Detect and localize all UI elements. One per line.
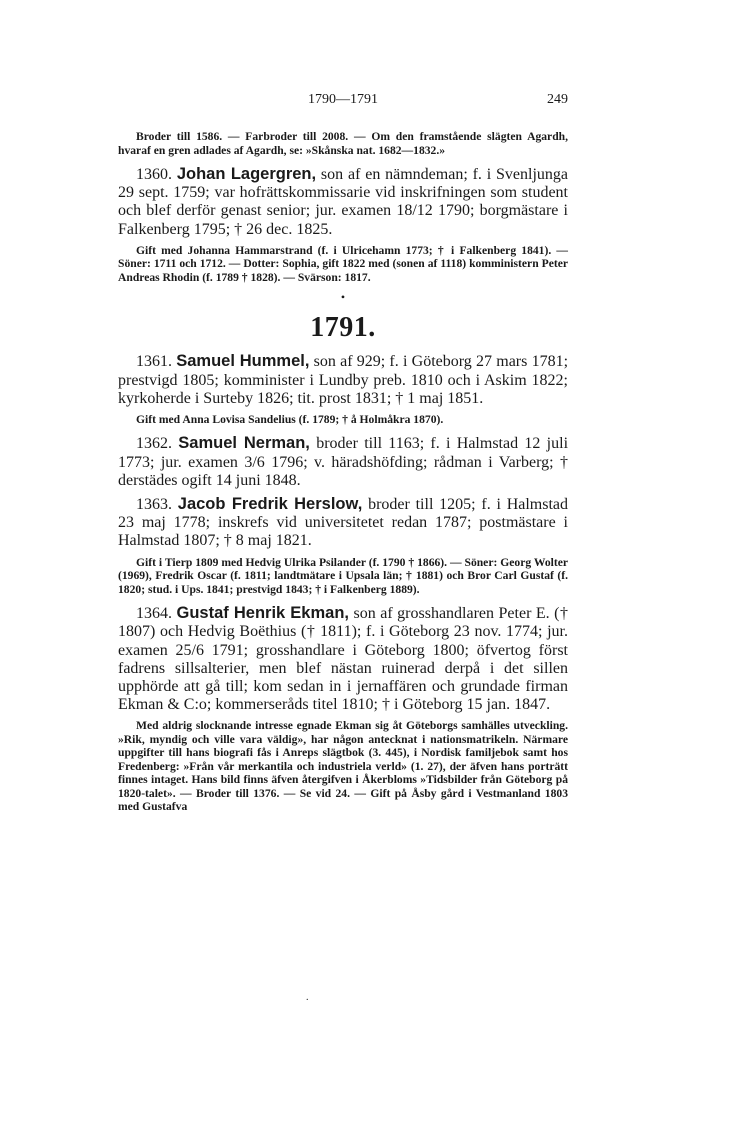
entry-name: Jacob Fredrik Herslow, xyxy=(177,495,363,514)
entry-number: 1361. xyxy=(136,353,172,371)
entry-name: Samuel Nerman, xyxy=(178,434,310,453)
entry-1364 xyxy=(118,604,568,714)
entry-text: son af en nämndeman; f. i Svenljunga 29 sept. 1759; var hofrättskommissarie vid inskrifningen som student och blef derför genast senior; jur. examen 18/12 1790; borgmästare i Falkenberg 1795; † 26 dec. 1825. xyxy=(118,166,569,238)
note-paragraph: Gift med Johanna Hammarstrand (f. i Ulricehamn 1773; † i Falkenberg 1841). — Söner: 1711 och 1712. — Dotter: Sophia, gift 1822 med (sonen af 1118) komministern Peter Andreas Rhodin (f. 1789 † 1828). — Svärson: 1817. xyxy=(118,243,568,284)
running-title: 1790—1791 xyxy=(308,92,378,107)
running-head xyxy=(118,92,568,116)
year-heading: 1791. xyxy=(310,312,376,344)
entry-number: 1360. xyxy=(136,166,172,183)
entry-name: Johan Lagergren, xyxy=(176,165,317,183)
note-paragraph: Gift med Anna Lovisa Sandelius (f. 1789; † å Holmåkra 1870). xyxy=(136,412,444,426)
entry-number: 1364. xyxy=(136,605,172,623)
entry-number: 1363. xyxy=(136,496,172,514)
separator-dot: • xyxy=(340,290,346,305)
page-mark: . xyxy=(306,992,309,1003)
entry-name: Samuel Hummel, xyxy=(176,352,310,371)
note-paragraph: Broder till 1586. — Farbroder till 2008. — Om den framstående slägten Agardh, hvaraf en gren adlades af Agardh, se: »Skånska nat. 1682—1832.» xyxy=(118,130,568,157)
note-paragraph: Gift i Tierp 1809 med Hedvig Ulrika Psilander (f. 1790 † 1866). — Söner: Georg Wolter (1969), Fredrik Oscar (f. 1811; landtmätare i Upsala län; † 1881) och Bror Carl Gustaf (f. 1820; stud. i Ups. 1841; prestvigd 1843; † i Falkenberg 1889). xyxy=(118,555,568,596)
entry-text: broder till 1163; f. i Halmstad 12 juli 1773; jur. examen 3/6 1796; v. häradshöfding; rådman i Varberg; † derstädes ogift 14 juni 1848. xyxy=(118,435,569,489)
note-paragraph: Med aldrig slocknande intresse egnade Ekman sig åt Göteborgs samhälles utveckling. »Rik, myndig och ville vara väldig», har någon antecknat i nationsmatrikeln. Närmare uppgifter till hans biografi fås i Anreps slägtbok (3. 445), i Nordisk familjebok samt hos Fredenberg: »Från vår merkantila och industriela verld» (1. 27), der äfven hans porträtt finnes intaget. Hans bild finns äfven återgifven i Åkerbloms »Tidsbilder från Göteborg på 1820-talet». — Broder till 1376. — Se vid 24. — Gift på Åsby gård i Vestmanland 1803 med Gustafva xyxy=(118,719,568,814)
entry-text: broder till 1205; f. i Halmstad 23 maj 1778; inskrefs vid universitetet redan 1787; postmästare i Halmstad 1807; † 8 maj 1821. xyxy=(118,496,569,550)
entry-1360 xyxy=(118,165,568,239)
entry-name: Gustaf Henrik Ekman, xyxy=(176,604,349,623)
entry-1362 xyxy=(118,434,568,490)
entry-text: son af grosshandlaren Peter E. († 1807) och Hedvig Boëthius († 1811); f. i Göteborg 23 nov. 1774; jur. examen 25/6 1791; grosshandlare i Göteborg 1800; öfvertog först fadrens sillsalterier, men blef nästan ruinerad derpå i det sillen upphörde att gå till; kom sedan in i jernaffären och grundade firman Ekman & C:o; kommerseråds titel 1810; † i Göteborg 15 jan. 1847. xyxy=(118,605,569,714)
entry-number: 1362. xyxy=(136,435,172,453)
entry-1361 xyxy=(118,352,568,408)
entry-1363 xyxy=(118,495,568,551)
entry-text: son af 929; f. i Göteborg 27 mars 1781; prestvigd 1805; komminister i Lundby preb. 1810 och i Askim 1822; kyrkoherde i Surteby 1826; tit. prost 1831; † 1 maj 1851. xyxy=(118,353,569,407)
page-content xyxy=(118,130,568,822)
page-number: 249 xyxy=(547,92,568,107)
